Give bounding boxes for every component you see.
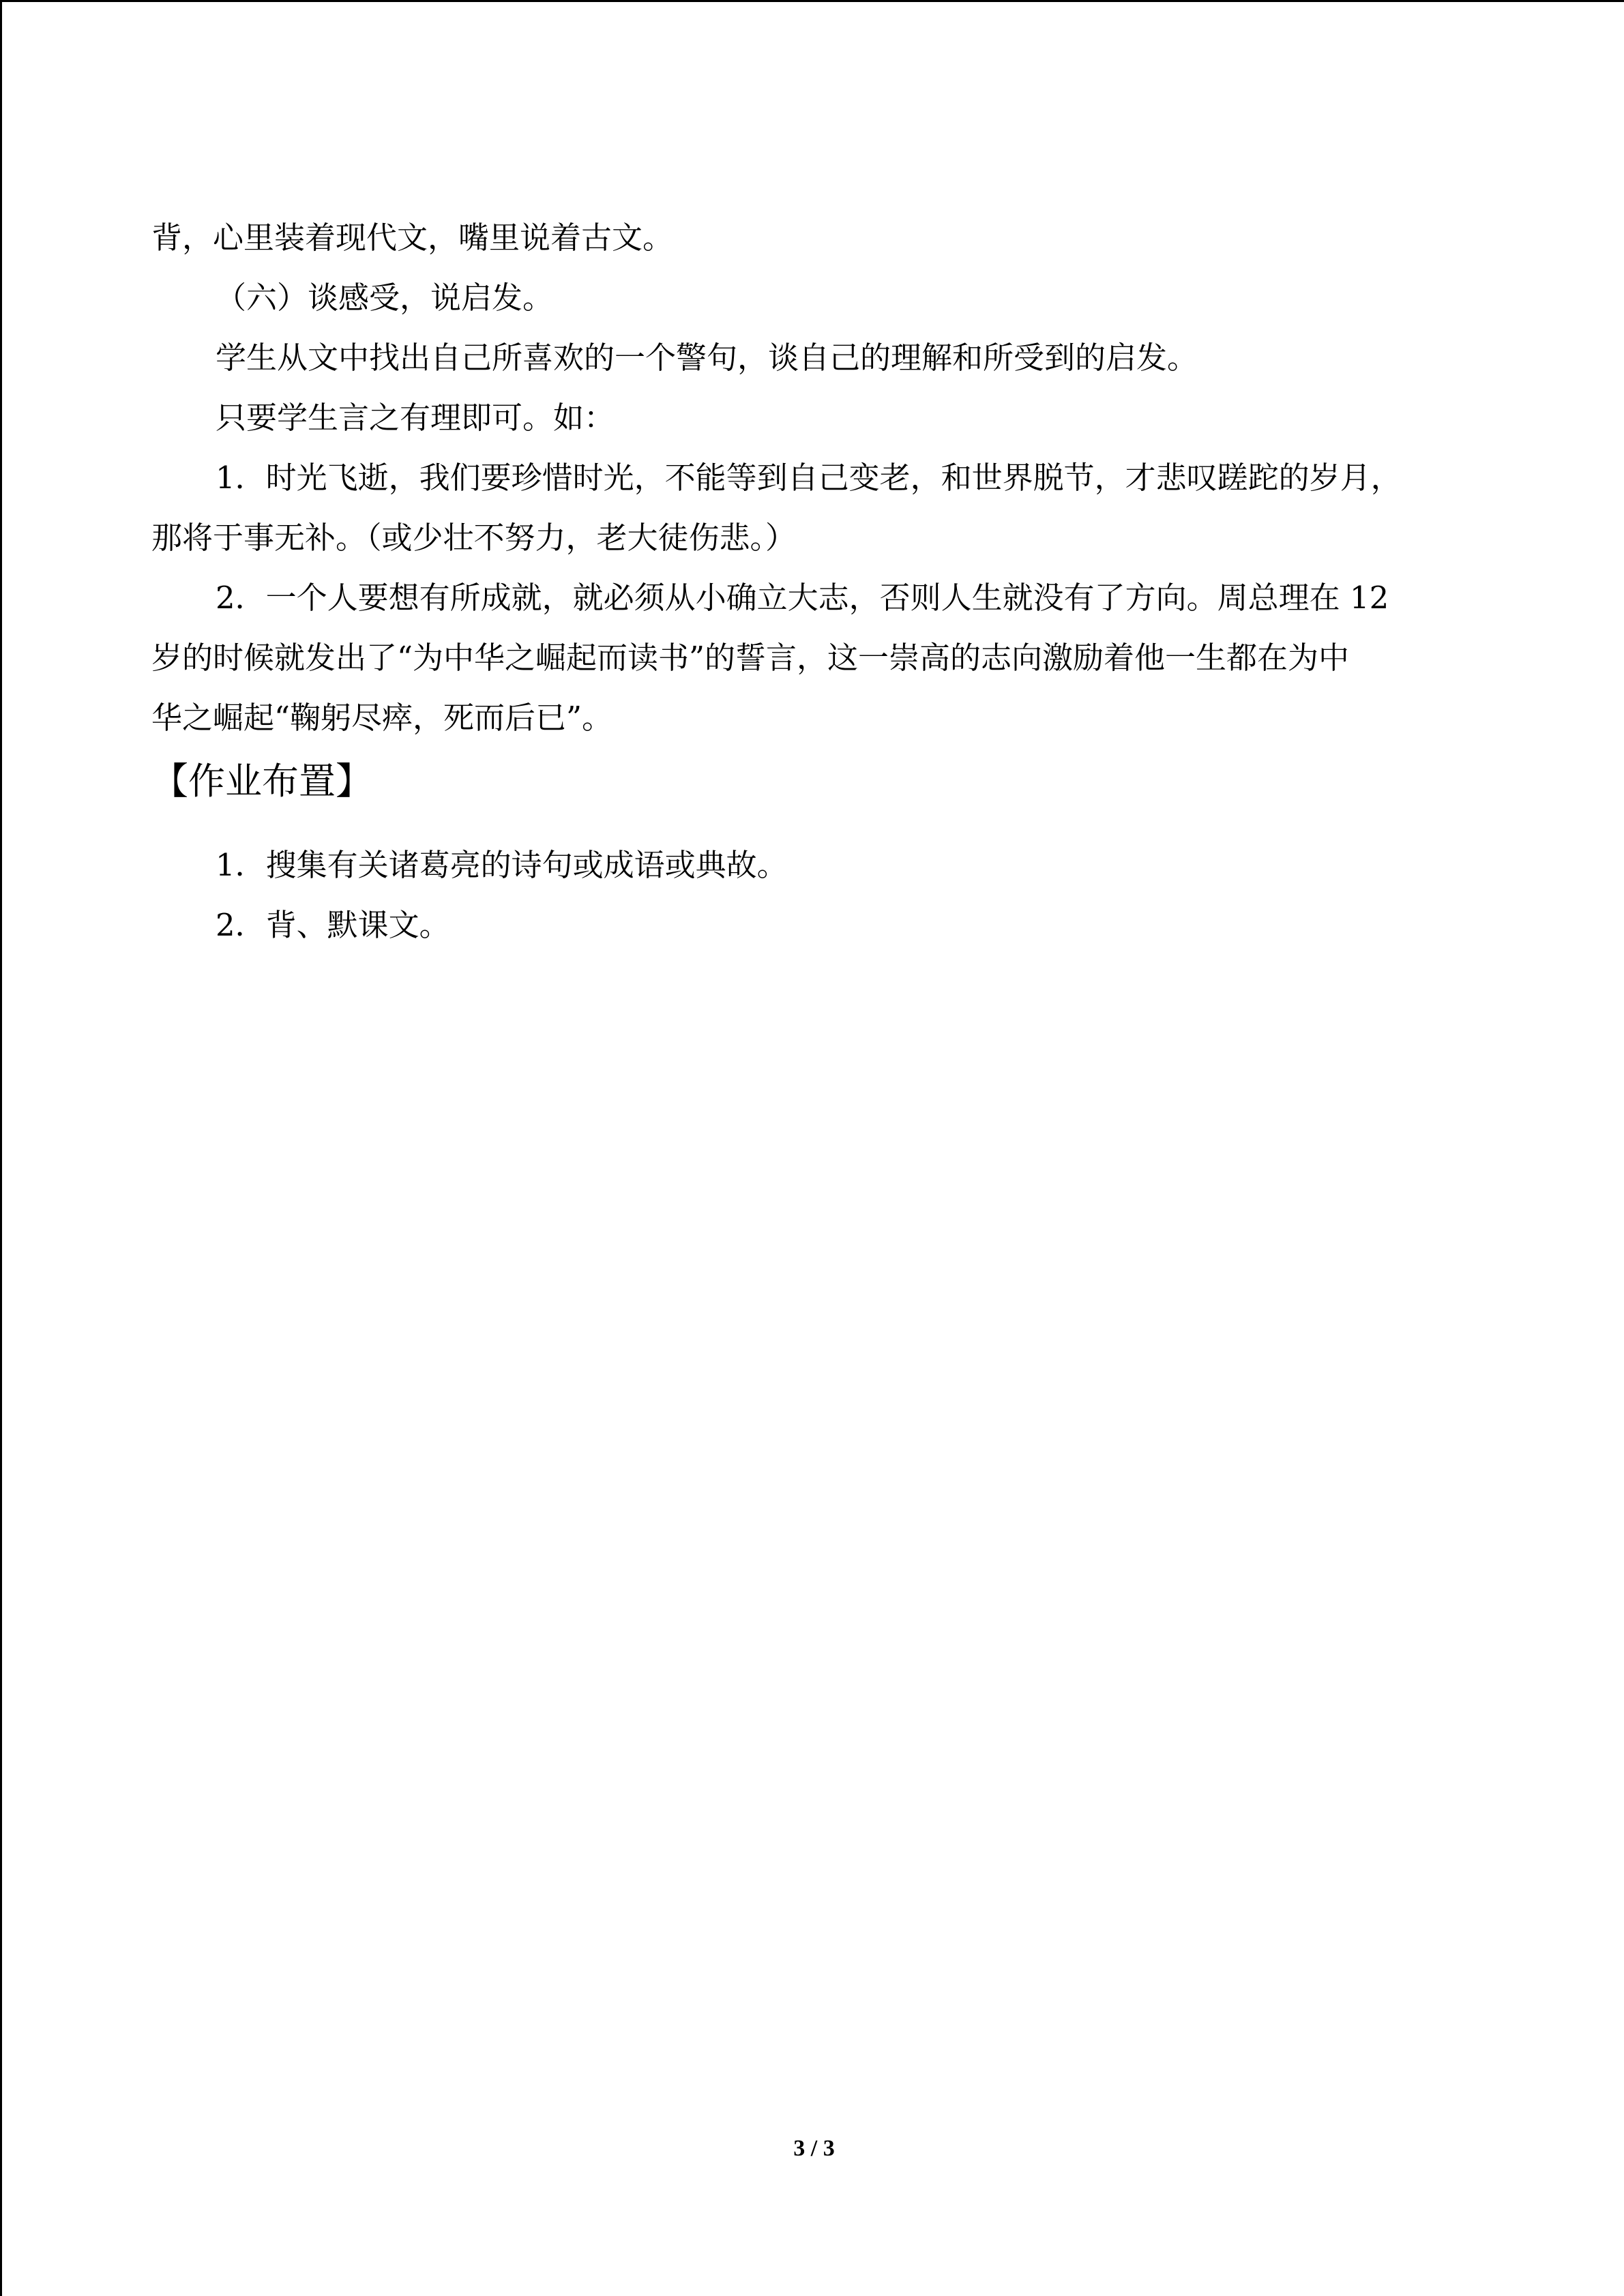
- example-two-line: 岁的时候就发出了“为中华之崛起而读书”的誓言，这一崇高的志向激励着他一生都在为中: [151, 640, 1350, 676]
- homework-item: 1．搜集有关诸葛亮的诗句或成语或典故。: [216, 847, 788, 883]
- example-two-line: 2．一个人要想有所成就，就必须从小确立大志，否则人生就没有了方向。周总理在 12: [216, 580, 1389, 616]
- example-two-line: 华之崛起“鞠躬尽瘁，死而后已”。: [151, 700, 613, 736]
- section-title-six: （六）谈感受，说启发。: [216, 280, 554, 316]
- example-one-line: 1．时光飞逝，我们要珍惜时光，不能等到自己变老，和世界脱节，才悲叹蹉跎的岁月，: [216, 460, 1402, 496]
- page-number: 3 / 3: [793, 2136, 835, 2161]
- example-one-line: 那将于事无补。（或少壮不努力，老大徒伤悲。）: [151, 520, 797, 556]
- paragraph-line: 背，心里装着现代文，嘴里说着古文。: [151, 220, 674, 256]
- homework-heading: 【作业布置】: [151, 760, 372, 803]
- paragraph-line: 只要学生言之有理即可。如：: [216, 400, 615, 436]
- paragraph-line: 学生从文中找出自己所喜欢的一个警句，谈自己的理解和所受到的启发。: [216, 340, 1198, 376]
- homework-item: 2．背、默课文。: [216, 907, 450, 943]
